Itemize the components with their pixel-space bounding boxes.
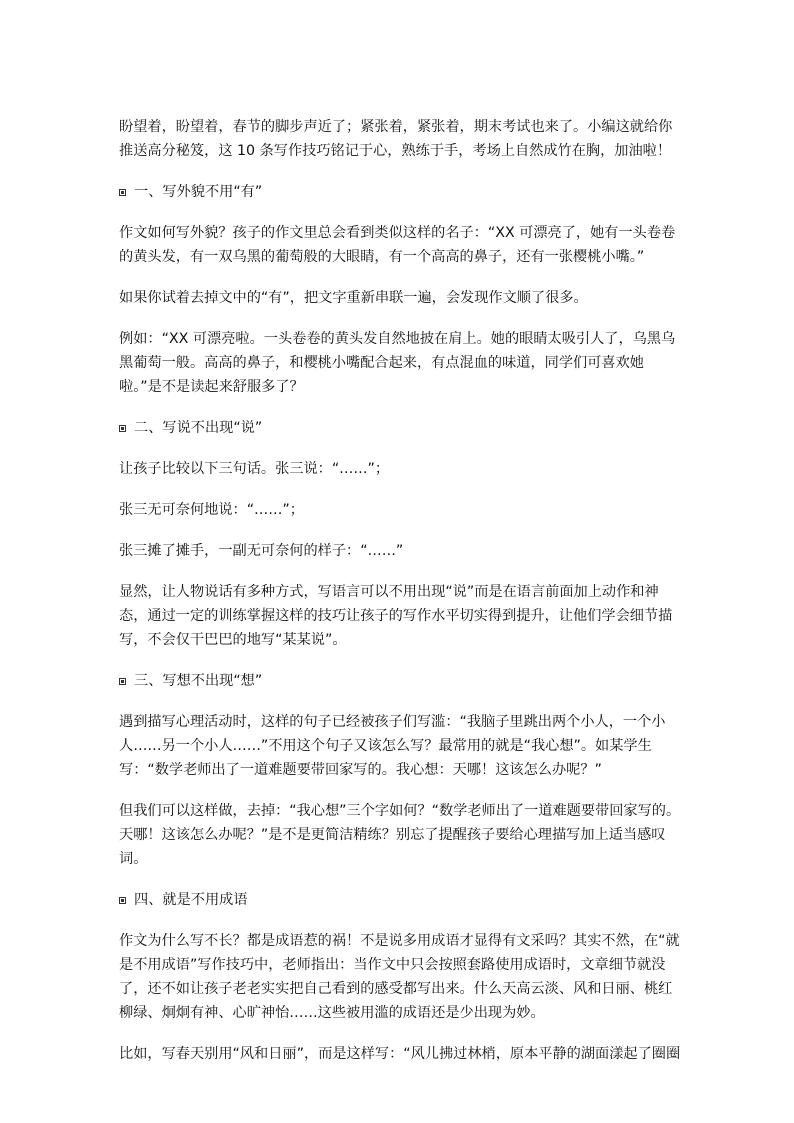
paragraph: 张三无可奈何地说：“……”； (119, 502, 304, 518)
section-heading-text: 二、写说不出现“说” (134, 420, 263, 436)
bullet-icon (119, 897, 126, 904)
section-heading-text: 一、写外貌不用“有” (134, 184, 263, 200)
intro-paragraph: 盼望着，盼望着，春节的脚步声近了；紧张着，紧张着，期末考试也来了。小编这就给你推送高分秘笈，这 10 条写作技巧铭记于心，熟练于手，考场上自然成竹在胸，加油啦！ (119, 119, 673, 159)
paragraph: 作文如何写外貌？孩子的作文里总会看到类似这样的名子：“XX 可漂亮了，她有一头卷卷的黄头发，有一双乌黑的葡萄般的大眼睛，有一个高高的鼻子，还有一张樱桃小嘴。” (119, 225, 676, 265)
paragraph: 作文为什么写不长？都是成语惹的祸！不是说多用成语才显得有文采吗？其实不然，在“就是不用成语”写作技巧中，老师指出：当作文中只会按照套路使用成语时，文章细节就没了，还不如让孩子老老实实把自己看到的感受都写出来。什么天高云淡、风和日丽、桃红柳绿、炯炯有神、心旷神怡……这些被用滥的成语还是少出现为妙。 (119, 933, 680, 1021)
paragraph: 显然，让人物说话有多种方式，写语言可以不用出现“说”而是在语言前面加上动作和神态，通过一定的训练掌握这样的技巧让孩子的写作水平切实得到提升，让他们学会细节描写，不会仅干巴巴的地写“某某说”。 (119, 584, 673, 648)
section-heading-2 (119, 416, 681, 440)
section-heading-3 (119, 669, 681, 693)
document-page (119, 115, 681, 1083)
section-heading-1 (119, 180, 681, 204)
paragraph: 张三摊了摊手，一副无可奈何的样子：“……” (119, 543, 404, 559)
bullet-icon (119, 425, 126, 432)
bullet-icon (119, 189, 126, 196)
paragraph: 比如，写春天别用“风和日丽”，而是这样写：“风儿拂过林梢，原本平静的湖面漾起了圈圈 (119, 1046, 681, 1062)
section-heading-text: 三、写想不出现“想” (134, 673, 263, 689)
paragraph: 如果你试着去掉文中的“有”，把文字重新串联一遍，会发现作文顺了很多。 (119, 290, 588, 306)
section-heading-text: 四、就是不用成语 (134, 892, 248, 908)
paragraph: 但我们可以这样做，去掉：“我心想”三个字如何？“数学老师出了一道难题要带回家写的。天哪！这该怎么办呢？”是不是更简洁精练？别忘了提醒孩子要给心理描写加上适当感叹词。 (119, 803, 681, 867)
paragraph: 例如：“XX 可漂亮啦。一头卷卷的黄头发自然地披在肩上。她的眼睛太吸引人了，乌黑乌黑葡萄一般。高高的鼻子，和樱桃小嘴配合起来，有点混血的味道，同学们可喜欢她啦。”是不是读起来舒服多了？ (119, 331, 676, 395)
paragraph: 让孩子比较以下三句话。张三说：“……”； (119, 461, 390, 477)
paragraph: 遇到描写心理活动时，这样的句子已经被孩子们写滥：“我脑子里跳出两个小人，一个小人……另一个小人……”不用这个句子又该怎么写？最常用的就是“我心想”。如某学生写：“数学老师出了一道难题要带回家写的。我心想：天哪！这该怎么办呢？” (119, 714, 666, 778)
bullet-icon (119, 678, 126, 685)
section-heading-4 (119, 888, 681, 912)
